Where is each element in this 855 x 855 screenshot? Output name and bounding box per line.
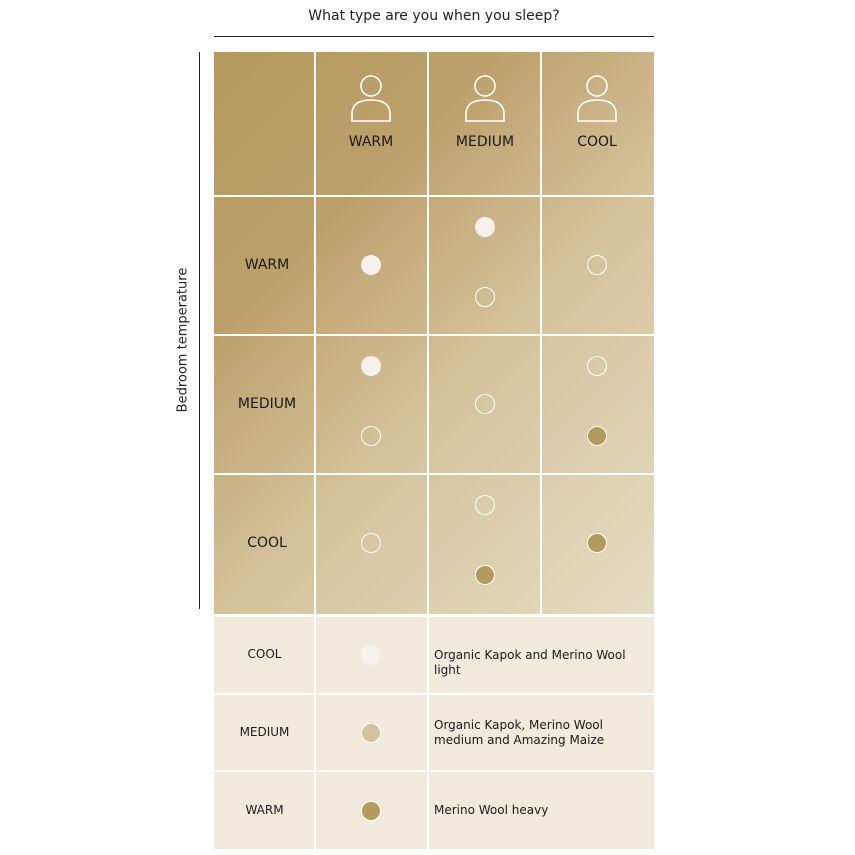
legend-name: COOL bbox=[247, 647, 282, 661]
legend-name: WARM bbox=[245, 802, 284, 817]
legend-dot-warm bbox=[361, 801, 381, 821]
dot-empty bbox=[475, 394, 495, 414]
legend-dot-light bbox=[361, 645, 381, 665]
legend-description: Merino Wool heavy bbox=[434, 803, 549, 817]
row-header-cool: COOL bbox=[247, 534, 287, 551]
legend-name: MEDIUM bbox=[239, 724, 290, 739]
dot-light bbox=[475, 217, 495, 237]
legend-description: Organic Kapok and Merino Wool light bbox=[434, 647, 626, 677]
side-axis-label: Bedroom temperature bbox=[175, 267, 191, 413]
legend-divider bbox=[214, 693, 654, 695]
legend-dot-medium bbox=[361, 723, 381, 743]
legend-table bbox=[214, 617, 654, 849]
person-icon bbox=[576, 74, 618, 124]
person-icon bbox=[464, 74, 506, 124]
legend-divider bbox=[427, 617, 429, 849]
column-header-cool: COOL bbox=[577, 134, 617, 150]
title-divider bbox=[214, 36, 654, 37]
dot-light bbox=[361, 356, 381, 376]
legend-description: Organic Kapok, Merino Wool medium and Amazing Maize bbox=[434, 717, 605, 747]
dot-warm bbox=[587, 533, 607, 553]
grid-divider bbox=[214, 334, 654, 336]
legend-divider bbox=[214, 770, 654, 772]
sleep-type-matrix bbox=[214, 52, 654, 614]
row-header-warm: WARM bbox=[244, 256, 290, 273]
row-header-medium: MEDIUM bbox=[237, 395, 297, 412]
dot-empty bbox=[475, 287, 495, 307]
grid-divider bbox=[214, 473, 654, 475]
dot-empty bbox=[475, 495, 495, 515]
person-icon bbox=[350, 74, 392, 124]
grid-divider bbox=[214, 195, 654, 197]
dot-warm bbox=[587, 426, 607, 446]
column-header-medium: MEDIUM bbox=[455, 134, 515, 150]
dot-warm bbox=[475, 565, 495, 585]
dot-empty bbox=[587, 255, 607, 275]
page-title: What type are you when you sleep? bbox=[308, 8, 560, 24]
column-header-warm: WARM bbox=[348, 134, 394, 150]
dot-empty bbox=[587, 356, 607, 376]
dot-light bbox=[361, 255, 381, 275]
grid-divider bbox=[427, 52, 429, 614]
side-axis-line bbox=[199, 52, 200, 609]
dot-empty bbox=[361, 533, 381, 553]
dot-empty bbox=[361, 426, 381, 446]
